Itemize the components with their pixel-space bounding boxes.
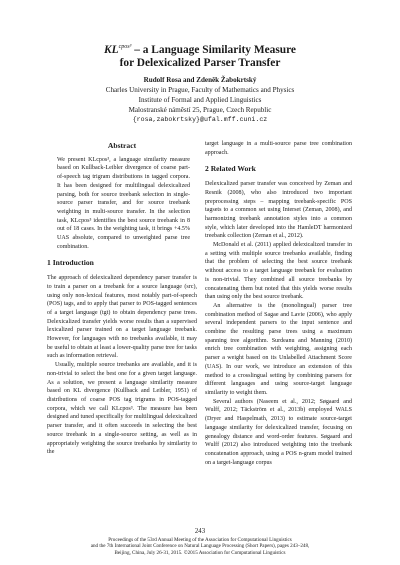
related-work-heading: 2 Related Work <box>205 164 256 174</box>
related-work-paragraph-2: McDonald et al. (2011) applied delexicalized transfer in a setting with multiple source treebanks available, finding that the problem of selecting the best source treebank without access to a target language treebank for evaluation is non-trivial. They combined all source treebanks by concatenating them but noted that this yields worse results than using only the best source treebank. <box>205 242 352 301</box>
proceedings-line-1: Proceedings of the 53rd Annual Meeting of the Association for Computational Linguistics <box>108 536 292 543</box>
right-column <box>205 140 352 467</box>
page-footer <box>0 529 400 556</box>
introduction-paragraph-continued: target language in a multi-source parse tree combination approach. <box>205 141 352 156</box>
related-work-paragraph-1: Delexicalized parser transfer was conceived by Zeman and Resnik (2008), who also introduced two important preprocessing steps – mapping treebank-specific POS tagsets to a common set using Interset (Zeman, 2008), and harmonizing treebank annotation styles into a common style, which later developed into the HamleDT harmonized treebank collection (Zeman et al., 2012). <box>205 181 352 240</box>
abstract-heading: Abstract <box>107 141 137 150</box>
affiliation-university: Charles University in Prague, Faculty of Mathematics and Physics <box>105 86 295 94</box>
related-work-paragraph-4: Several authors (Naseem et al., 2012; Søgaard and Wulff, 2012; Täckström et al., 2013b) employed WALS (Dryer and Haspelmath, 2013) to estimate source-target language similarity for delexicalized transfer, focusing on genealogy distance and word-order features. Søgaard and Wulff (2012) also introduced weighting into the treebank concatenation approach, using a POS n-gram model trained on a target-language corpus <box>205 398 352 466</box>
title-line-2: for Delexicalized Parser Transfer <box>119 56 281 69</box>
introduction-paragraph-1: The approach of delexicalized dependency parser transfer is to train a parser on a treebank for a source language (src), using only non-lexical features, most notably part-of-speech (POS) tags, and to apply that parser to POS-tagged sentences of a target language (tgt) to obtain dependency parse trees. Delexicalized transfer yields worse results than a supervised lexicalized parser trained on a target language treebank. However, for languages with no treebanks available, it may be useful to obtain at least a lower-quality parse tree for tasks such as information retrieval. <box>47 275 197 360</box>
author-names: Rudolf Rosa and Zdeněk Žabokrtský <box>143 76 257 84</box>
introduction-heading: 1 Introduction <box>47 258 94 268</box>
abstract-text: We present KLcpos³, a language similarity measure based on Kullback-Leibler divergence of coarse part-of-speech tag trigram distributions in tagged corpora. It has been designed for multilingual delexicalized parsing, both for source treebank selection in single-source parser transfer, and for source treebank weighting in multi-source transfer. In the selection task, KLcpos³ identifies the best source treebank in 8 out of 18 cases. In the weighting task, it brings +4.5% UAS absolute, compared to unweighted parse tree combination. <box>57 156 190 250</box>
page-number: 243 <box>194 528 206 535</box>
title-line-1 <box>0 41 400 57</box>
left-column <box>47 142 197 457</box>
paper-title <box>0 41 400 70</box>
title-measure-subscript: cpos³ <box>118 44 132 50</box>
proceedings-line-3: Beijing, China, July 26-31, 2015. ©2015 Association for Computational Linguistics <box>114 549 286 556</box>
affiliation-address: Malostranské náměstí 25, Prague, Czech Republic <box>128 106 272 114</box>
author-block <box>0 75 400 125</box>
proceedings-line-2: and the 7th International Joint Conference on Natural Language Processing (Short Papers), pages 243–248, <box>90 543 310 550</box>
introduction-paragraph-2: Usually, multiple source treebanks are available, and it is non-trivial to select the best one for a given target language. As a solution, we present a language similarity measure based on KL divergence (Kullback and Leibler, 1951) of distributions of coarse POS tag trigrams in POS-tagged corpora, which we call KLcpos³. The measure has been designed and tuned specifically for multilingual delexicalized parser transfer, and it often succeeds in selecting the best source treebank in a single-source setting, as well as in appropriately weighting the source treebanks by similarity to the <box>47 362 197 456</box>
title-line-1-rest: – a Language Similarity Measure <box>131 43 296 56</box>
related-work-paragraph-3: An alternative is the (monolingual) parser tree combination method of Sagae and Lavie (2006), who apply several independent parsers to the input sentence and combine the resulting parse trees using a maximum spanning tree algorithm. Surdeanu and Manning (2010) enrich tree combination with weighting, assigning each parser a weight based on its Unlabelled Attachment Score (UAS). In our work, we introduce an extension of this method to a crosslingual setting by combining parsers for different languages and using source-target language similarity to weight them. <box>205 302 352 396</box>
affiliation-institute: Institute of Formal and Applied Linguistics <box>138 96 262 104</box>
author-email: {rosa,zabokrtsky}@ufal.mff.cuni.cz <box>132 116 268 123</box>
title-measure-name: KL <box>104 43 119 56</box>
